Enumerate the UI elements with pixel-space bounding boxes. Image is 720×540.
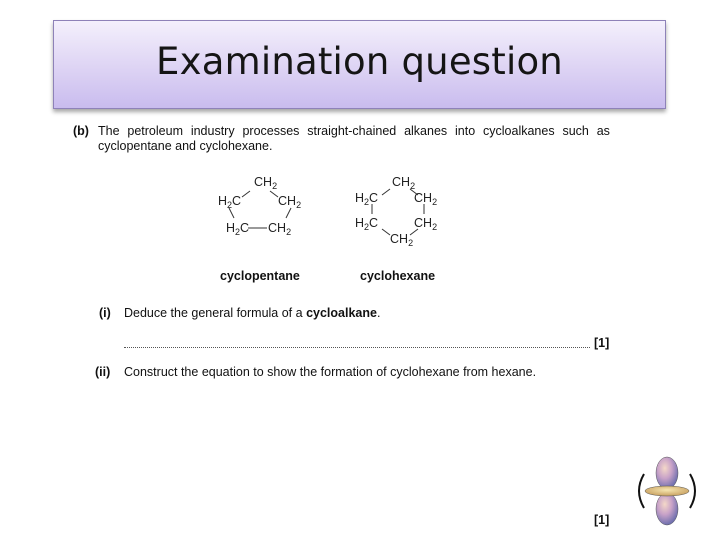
cyclopentane-atom-top: $CH_2$ xyxy=(254,175,278,191)
cyclopentane-atom-left-upper: $H_2C$ xyxy=(218,194,242,210)
part-i-label: (i) xyxy=(99,306,111,320)
cyclohexane-atom-right-lower: $CH_2$ xyxy=(414,216,438,232)
part-i-marks: [1] xyxy=(594,336,610,350)
cyclopentane-atom-left-lower: $H_2C$ xyxy=(226,221,250,237)
cyclohexane-atom-top: $CH_2$ xyxy=(392,175,416,191)
intro-word: processes xyxy=(242,124,300,138)
cyclopentane-atom-right-upper: $CH_2$ xyxy=(278,194,302,210)
intro-word: such xyxy=(562,124,589,138)
subscript: 2 xyxy=(272,181,278,191)
intro-word: into xyxy=(455,124,476,138)
part-i-text xyxy=(124,306,380,320)
intro-word: as xyxy=(596,124,610,138)
intro-word: cycloalkanes xyxy=(483,124,555,138)
cyclohexane-label: cyclohexane xyxy=(360,269,436,283)
cyclopentane-structure xyxy=(212,172,312,242)
cyclohexane-structure xyxy=(350,172,450,252)
part-ii-marks: [1] xyxy=(594,513,610,527)
question-intro-line-1 xyxy=(98,124,610,138)
intro-word: straight-chained xyxy=(307,124,397,138)
cyclohexane-atom-left-lower: $H_2C$ xyxy=(355,216,379,232)
intro-word: petroleum xyxy=(127,124,183,138)
answer-line[interactable] xyxy=(124,337,590,348)
intro-word: The xyxy=(98,124,120,138)
part-ii-text: Construct the equation to show the formation of cyclohexane from hexane. xyxy=(124,365,537,379)
intro-word: alkanes xyxy=(404,124,448,138)
cyclopentane-atom-right-lower: $CH_2$ xyxy=(268,221,292,237)
question-part-label: (b) xyxy=(73,124,89,138)
cyclohexane-atom-bottom: $CH_2$ xyxy=(390,232,414,248)
part-i-text-keyword: cycloalkane xyxy=(306,306,377,320)
cyclohexane-atom-right-upper: $CH_2$ xyxy=(414,191,438,207)
part-i-text-prefix: Deduce the general formula of a xyxy=(124,306,307,320)
part-i-text-suffix: . xyxy=(376,306,381,320)
orbital-model-icon xyxy=(632,456,702,526)
slide-title-banner xyxy=(53,20,666,109)
question-intro-line-2: cyclopentane and cyclohexane. xyxy=(98,139,273,153)
slide-title: Examination question xyxy=(156,40,563,83)
part-ii-label: (ii) xyxy=(95,365,111,379)
intro-word: industry xyxy=(190,124,235,138)
cyclohexane-atom-left-upper: $H_2C$ xyxy=(355,191,379,207)
cyclopentane-label: cyclopentane xyxy=(220,269,300,283)
